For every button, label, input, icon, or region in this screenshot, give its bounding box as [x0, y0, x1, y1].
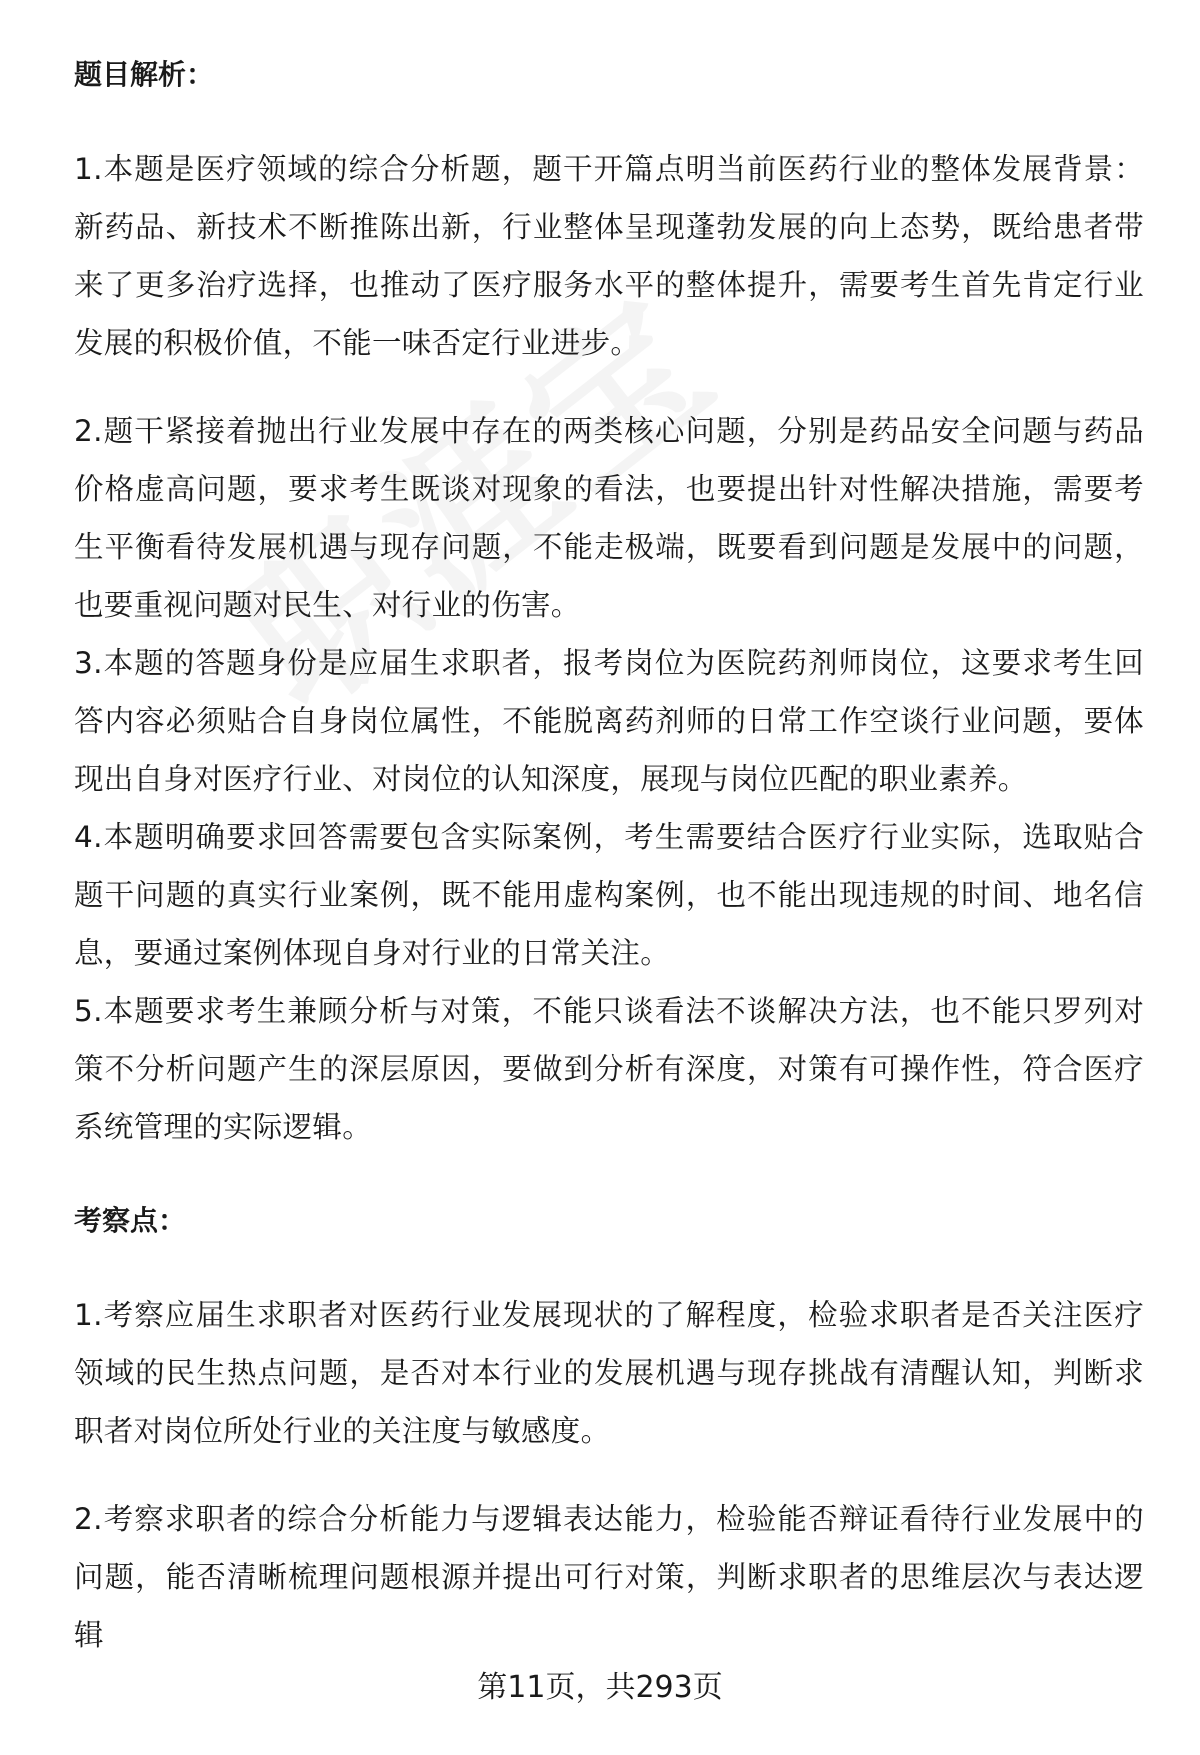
paragraph: 4.本题明确要求回答需要包含实际案例，考生需要结合医疗行业实际，选取贴合题干问题的真实行业案例，既不能用虚构案例，也不能出现违规的时间、地名信息，要通过案例体现自身对行业的日常关注。 — [74, 820, 1144, 970]
paragraph: 2.考察求职者的综合分析能力与逻辑表达能力，检验能否辩证看待行业发展中的问题，能否清晰梳理问题根源并提出可行对策，判断求职者的思维层次与表达逻辑 — [74, 1502, 1144, 1652]
section-heading-assessment: 考察点： — [74, 1204, 187, 1237]
paragraph: 5.本题要求考生兼顾分析与对策，不能只谈看法不谈解决方法，也不能只罗列对策不分析问题产生的深层原因，要做到分析有深度，对策有可操作性，符合医疗系统管理的实际逻辑。 — [74, 994, 1144, 1144]
document-content — [74, 40, 1144, 1664]
section-heading-analysis: 题目解析： — [74, 58, 215, 91]
paragraph: 1.考察应届生求职者对医药行业发展现状的了解程度，检验求职者是否关注医疗领域的民生热点问题，是否对本行业的发展机遇与现存挑战有清醒认知，判断求职者对岗位所处行业的关注度与敏感度。 — [74, 1298, 1144, 1448]
page-number: 第11页，共293页 — [477, 1670, 723, 1705]
paragraph: 3.本题的答题身份是应届生求职者，报考岗位为医院药剂师岗位，这要求考生回答内容必须贴合自身岗位属性，不能脱离药剂师的日常工作空谈行业问题，要体现出自身对医疗行业、对岗位的认知深度，展现与岗位匹配的职业素养。 — [74, 646, 1144, 796]
paragraph: 1.本题是医疗领域的综合分析题，题干开篇点明当前医药行业的整体发展背景：新药品、新技术不断推陈出新，行业整体呈现蓬勃发展的向上态势，既给患者带来了更多治疗选择，也推动了医疗服务水平的整体提升，需要考生首先肯定行业发展的积极价值，不能一味否定行业进步。 — [74, 152, 1144, 360]
paragraph: 2.题干紧接着抛出行业发展中存在的两类核心问题，分别是药品安全问题与药品价格虚高问题，要求考生既谈对现象的看法，也要提出针对性解决措施，需要考生平衡看待发展机遇与现存问题，不能走极端，既要看到问题是发展中的问题，也要重视问题对民生、对行业的伤害。 — [74, 414, 1144, 622]
